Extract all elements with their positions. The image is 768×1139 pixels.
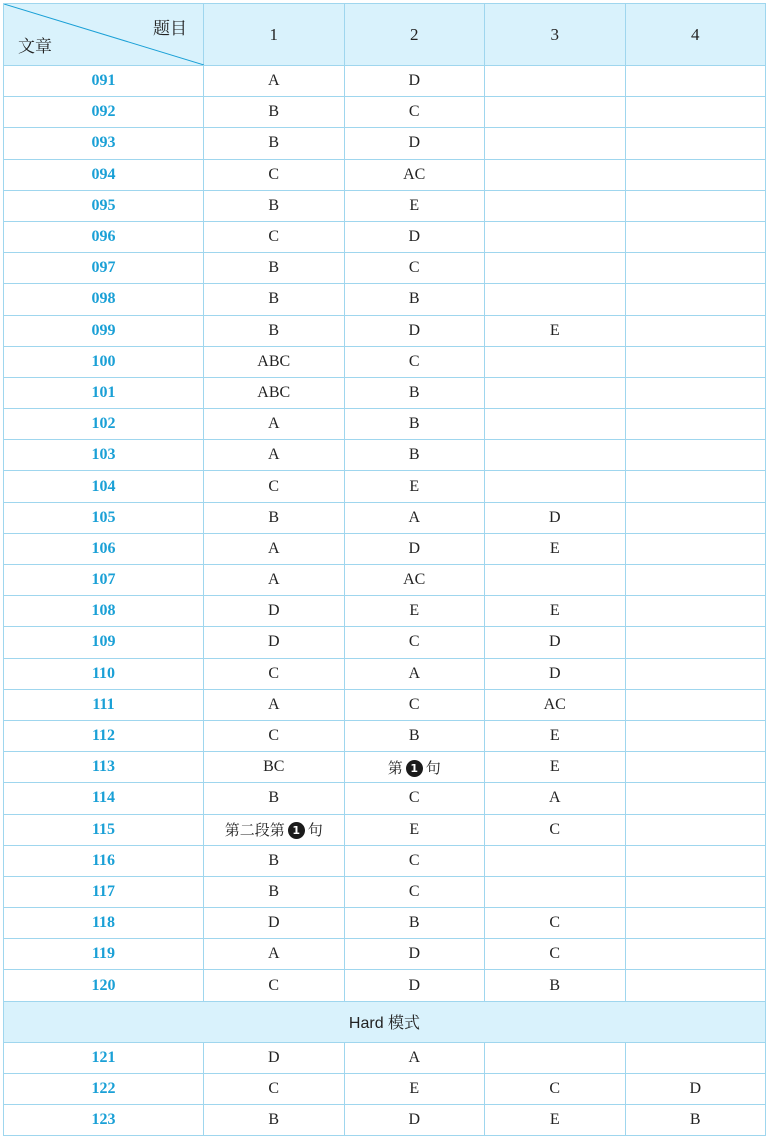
article-number: 119	[4, 939, 204, 970]
table-row	[4, 814, 766, 845]
answer-cell-q4	[625, 689, 766, 720]
answer-cell-q1: 第二段第 1 句	[204, 814, 345, 845]
answer-cell-q2: D	[344, 315, 485, 346]
answer-cell-q4	[625, 440, 766, 471]
answer-cell-q2: E	[344, 190, 485, 221]
answer-cell-q2: D	[344, 128, 485, 159]
answer-cell-q2: A	[344, 502, 485, 533]
article-number: 111	[4, 689, 204, 720]
article-number: 100	[4, 346, 204, 377]
article-number: 110	[4, 658, 204, 689]
article-number: 114	[4, 783, 204, 814]
table-row	[4, 689, 766, 720]
answer-cell-q1: A	[204, 440, 345, 471]
answer-cell-q2: B	[344, 377, 485, 408]
answer-cell-q2: B	[344, 908, 485, 939]
answer-cell-q3: A	[485, 783, 626, 814]
answer-cell-q2: C	[344, 876, 485, 907]
answer-cell-q4	[625, 66, 766, 97]
answer-cell-q3	[485, 284, 626, 315]
table-row	[4, 66, 766, 97]
answer-cell-q2: C	[344, 253, 485, 284]
answer-cell-q1: B	[204, 315, 345, 346]
answer-cell-q3	[485, 66, 626, 97]
answer-cell-q3	[485, 97, 626, 128]
table-row	[4, 221, 766, 252]
answer-cell-q4	[625, 814, 766, 845]
article-number: 095	[4, 190, 204, 221]
article-number: 101	[4, 377, 204, 408]
answer-cell-q1: A	[204, 533, 345, 564]
answer-cell-q1: C	[204, 720, 345, 751]
circled-number-one-icon: 1	[406, 760, 423, 777]
answer-cell-q3: E	[485, 752, 626, 783]
table-row	[4, 752, 766, 783]
answer-cell-q1: ABC	[204, 377, 345, 408]
article-number: 098	[4, 284, 204, 315]
table-row	[4, 190, 766, 221]
article-number: 123	[4, 1105, 204, 1136]
article-number: 105	[4, 502, 204, 533]
corner-label-questions: 题目	[153, 19, 187, 39]
answer-cell-q4	[625, 409, 766, 440]
answer-cell-q1: B	[204, 502, 345, 533]
answer-cell-q2: C	[344, 689, 485, 720]
answer-cell-q3: C	[485, 1073, 626, 1104]
article-number: 120	[4, 970, 204, 1001]
article-number: 108	[4, 596, 204, 627]
answer-cell-q2: B	[344, 440, 485, 471]
answer-cell-q2: E	[344, 471, 485, 502]
answer-cell-q2: D	[344, 533, 485, 564]
table-body	[4, 66, 766, 1136]
header-row	[4, 4, 766, 66]
answer-cell-q4	[625, 845, 766, 876]
answer-cell-q3: E	[485, 533, 626, 564]
article-number: 092	[4, 97, 204, 128]
table-row	[4, 409, 766, 440]
answer-cell-q3	[485, 471, 626, 502]
answer-cell-q3: C	[485, 814, 626, 845]
table-row	[4, 783, 766, 814]
answer-cell-q2: A	[344, 1042, 485, 1073]
answer-cell-q2: B	[344, 409, 485, 440]
article-number: 118	[4, 908, 204, 939]
answer-cell-q4	[625, 471, 766, 502]
answer-cell-q3	[485, 876, 626, 907]
article-number: 102	[4, 409, 204, 440]
answer-cell-q4	[625, 939, 766, 970]
answer-cell-q2: C	[344, 783, 485, 814]
answer-cell-q3: E	[485, 1105, 626, 1136]
table-row	[4, 440, 766, 471]
table-row	[4, 720, 766, 751]
answer-cell-q1: D	[204, 596, 345, 627]
article-number: 093	[4, 128, 204, 159]
answer-cell-q2: AC	[344, 159, 485, 190]
answer-cell-q1: BC	[204, 752, 345, 783]
table-row	[4, 533, 766, 564]
answer-cell-q3: B	[485, 970, 626, 1001]
answer-cell-q1: C	[204, 159, 345, 190]
answer-cell-q2: D	[344, 66, 485, 97]
answer-cell-q4: D	[625, 1073, 766, 1104]
answer-cell-q3	[485, 128, 626, 159]
circled-number-one-icon: 1	[288, 822, 305, 839]
answer-cell-q3	[485, 565, 626, 596]
answer-cell-q3	[485, 159, 626, 190]
answer-cell-q3: C	[485, 908, 626, 939]
answer-cell-q1: C	[204, 658, 345, 689]
answer-cell-q1: A	[204, 939, 345, 970]
table-row	[4, 1042, 766, 1073]
answer-cell-q4	[625, 1042, 766, 1073]
answer-cell-q1: B	[204, 190, 345, 221]
answer-cell-q2: E	[344, 1073, 485, 1104]
answer-cell-q1: D	[204, 908, 345, 939]
answer-cell-q2: E	[344, 814, 485, 845]
answer-cell-q3: D	[485, 627, 626, 658]
article-number: 117	[4, 876, 204, 907]
table-row	[4, 1105, 766, 1136]
answer-cell-q1: B	[204, 876, 345, 907]
answer-cell-q3	[485, 346, 626, 377]
answer-cell-q2: A	[344, 658, 485, 689]
answer-cell-q1: B	[204, 783, 345, 814]
article-number: 109	[4, 627, 204, 658]
table-row	[4, 159, 766, 190]
article-number: 122	[4, 1073, 204, 1104]
answer-cell-q4	[625, 284, 766, 315]
answer-cell-q4	[625, 315, 766, 346]
answer-cell-q2: B	[344, 284, 485, 315]
column-header-3: 3	[485, 4, 626, 66]
answer-cell-q3	[485, 409, 626, 440]
answer-cell-q4	[625, 221, 766, 252]
answer-cell-q1: B	[204, 97, 345, 128]
answer-cell-q4: B	[625, 1105, 766, 1136]
table-row	[4, 377, 766, 408]
answer-cell-q1: A	[204, 565, 345, 596]
article-number: 091	[4, 66, 204, 97]
answer-cell-q3: D	[485, 502, 626, 533]
answer-cell-q3: D	[485, 658, 626, 689]
answer-cell-q2: AC	[344, 565, 485, 596]
answer-cell-q4	[625, 346, 766, 377]
answer-cell-q2: D	[344, 939, 485, 970]
table-row	[4, 253, 766, 284]
answer-cell-q1: B	[204, 1105, 345, 1136]
answer-cell-q3	[485, 221, 626, 252]
table-row	[4, 128, 766, 159]
answer-cell-q2: C	[344, 346, 485, 377]
answer-cell-q1: A	[204, 66, 345, 97]
answer-cell-q4	[625, 970, 766, 1001]
answer-cell-q3: E	[485, 315, 626, 346]
table-row	[4, 565, 766, 596]
answer-table-container	[3, 3, 766, 1136]
answer-cell-q3	[485, 440, 626, 471]
answer-cell-q4	[625, 752, 766, 783]
article-number: 116	[4, 845, 204, 876]
article-number: 099	[4, 315, 204, 346]
corner-label-articles: 文章	[18, 37, 52, 57]
answer-cell-q1: ABC	[204, 346, 345, 377]
article-number: 107	[4, 565, 204, 596]
answer-cell-q2: 第 1 句	[344, 752, 485, 783]
article-number: 094	[4, 159, 204, 190]
answer-cell-q2: E	[344, 596, 485, 627]
article-number: 097	[4, 253, 204, 284]
table-row	[4, 1073, 766, 1104]
table-row	[4, 284, 766, 315]
table-row	[4, 908, 766, 939]
answer-cell-q4	[625, 720, 766, 751]
table-row	[4, 845, 766, 876]
answer-cell-q4	[625, 502, 766, 533]
table-row	[4, 346, 766, 377]
answer-cell-q2: D	[344, 970, 485, 1001]
answer-cell-q3	[485, 190, 626, 221]
answer-cell-q3	[485, 253, 626, 284]
hard-mode-section-row	[4, 1001, 766, 1042]
answer-cell-q1: C	[204, 1073, 345, 1104]
article-number: 104	[4, 471, 204, 502]
answer-cell-q1: A	[204, 689, 345, 720]
answer-cell-q1: C	[204, 970, 345, 1001]
article-number: 113	[4, 752, 204, 783]
answer-cell-q1: B	[204, 253, 345, 284]
answer-cell-q3	[485, 845, 626, 876]
article-number: 106	[4, 533, 204, 564]
answer-cell-q1: D	[204, 627, 345, 658]
column-header-2: 2	[344, 4, 485, 66]
section-label: Hard 模式	[4, 1001, 766, 1042]
answer-cell-q4	[625, 253, 766, 284]
article-number: 112	[4, 720, 204, 751]
table-row	[4, 970, 766, 1001]
answer-cell-q3: AC	[485, 689, 626, 720]
answer-cell-q3: C	[485, 939, 626, 970]
table-row	[4, 471, 766, 502]
answer-cell-q4	[625, 783, 766, 814]
article-number: 096	[4, 221, 204, 252]
answer-cell-q2: C	[344, 97, 485, 128]
answer-cell-q3: E	[485, 596, 626, 627]
table-row	[4, 939, 766, 970]
answer-cell-q4	[625, 565, 766, 596]
answer-cell-q3	[485, 1042, 626, 1073]
answer-cell-q4	[625, 533, 766, 564]
table-row	[4, 627, 766, 658]
table-row	[4, 596, 766, 627]
answer-cell-q2: D	[344, 221, 485, 252]
answer-cell-q1: D	[204, 1042, 345, 1073]
answer-cell-q4	[625, 97, 766, 128]
answer-cell-q2: C	[344, 627, 485, 658]
article-number: 121	[4, 1042, 204, 1073]
answer-table	[3, 3, 766, 1136]
answer-cell-q1: C	[204, 221, 345, 252]
answer-cell-q4	[625, 128, 766, 159]
answer-cell-q3: E	[485, 720, 626, 751]
column-header-4: 4	[625, 4, 766, 66]
answer-cell-q2: D	[344, 1105, 485, 1136]
answer-cell-q4	[625, 627, 766, 658]
answer-cell-q4	[625, 908, 766, 939]
answer-cell-q1: B	[204, 128, 345, 159]
answer-cell-q3	[485, 377, 626, 408]
answer-cell-q4	[625, 159, 766, 190]
answer-cell-q2: B	[344, 720, 485, 751]
column-header-1: 1	[204, 4, 345, 66]
answer-cell-q4	[625, 876, 766, 907]
answer-cell-q4	[625, 596, 766, 627]
table-row	[4, 658, 766, 689]
table-row	[4, 876, 766, 907]
corner-header	[4, 4, 204, 66]
table-row	[4, 315, 766, 346]
article-number: 115	[4, 814, 204, 845]
answer-cell-q1: B	[204, 845, 345, 876]
answer-cell-q2: C	[344, 845, 485, 876]
table-row	[4, 502, 766, 533]
answer-cell-q4	[625, 190, 766, 221]
answer-cell-q1: C	[204, 471, 345, 502]
answer-cell-q1: B	[204, 284, 345, 315]
article-number: 103	[4, 440, 204, 471]
table-row	[4, 97, 766, 128]
answer-cell-q1: A	[204, 409, 345, 440]
answer-cell-q4	[625, 377, 766, 408]
answer-cell-q4	[625, 658, 766, 689]
